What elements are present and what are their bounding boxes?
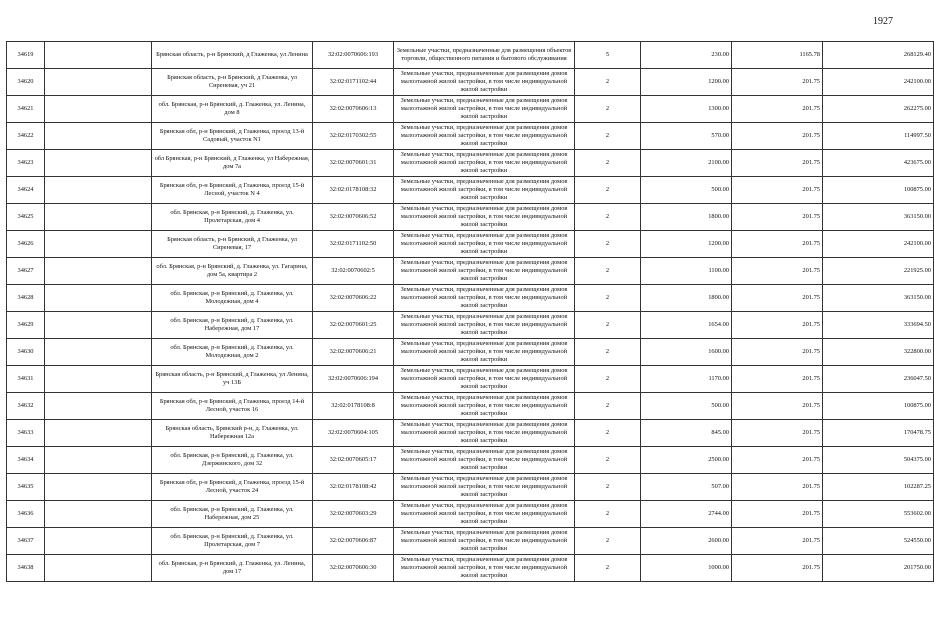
specific-value-cell: 201.75: [732, 231, 823, 258]
cadastral-value-cell: 524550.00: [823, 528, 934, 555]
area-cell: 1600.00: [641, 339, 732, 366]
land-use-cell: Земельные участки, предназначенные для размещения домов малоэтажной жилой застройки, в том числе индивидуальной жилой застройки: [394, 474, 575, 501]
address-cell: Брянская обл, р-н Брянский, д Глаженка, проезд 15-й Лесной, участок 24: [152, 474, 313, 501]
cadastral-number-cell: 32:02:0170302:55: [313, 123, 394, 150]
use-group-cell: 2: [575, 366, 641, 393]
table-row: [7, 204, 934, 231]
cadastral-value-cell: 170478.75: [823, 420, 934, 447]
use-group-cell: 2: [575, 258, 641, 285]
area-cell: 1000.00: [641, 555, 732, 582]
address-cell: Брянская область, р-н Брянский, д Глаженка, ул Ленина: [152, 42, 313, 69]
area-cell: 230.00: [641, 42, 732, 69]
cadastral-number-cell: 32:02:0070606:52: [313, 204, 394, 231]
table-row: [7, 285, 934, 312]
address-cell: обл. Брянская, р-н Брянский, д. Глаженка, ул. Дзержинского, дом 32: [152, 447, 313, 474]
land-use-cell: Земельные участки, предназначенные для размещения домов малоэтажной жилой застройки, в том числе индивидуальной жилой застройки: [394, 555, 575, 582]
specific-value-cell: 201.75: [732, 96, 823, 123]
use-group-cell: 2: [575, 231, 641, 258]
row-number-cell: 34619: [7, 42, 45, 69]
table-row: [7, 42, 934, 69]
row-number-cell: 34624: [7, 177, 45, 204]
cadastral-number-cell: 32:02:0070603:29: [313, 501, 394, 528]
row-number-cell: 34638: [7, 555, 45, 582]
cadastral-number-cell: 32:02:0070606:22: [313, 285, 394, 312]
area-cell: 507.00: [641, 474, 732, 501]
use-group-cell: 2: [575, 447, 641, 474]
cadastral-value-cell: 504375.00: [823, 447, 934, 474]
cadastral-number-cell: 32:02:0070606:21: [313, 339, 394, 366]
cadastral-number-cell: 32:02:0070602:5: [313, 258, 394, 285]
area-cell: 2100.00: [641, 150, 732, 177]
row-number-cell: 34629: [7, 312, 45, 339]
area-cell: 845.00: [641, 420, 732, 447]
cadastral-value-cell: 100875.00: [823, 393, 934, 420]
cadastral-number-cell: 32:02:0070605:17: [313, 447, 394, 474]
cadastral-value-cell: 553602.00: [823, 501, 934, 528]
address-cell: обл Брянская, р-н Брянский, д Глаженка, ул Набережная, дом 7а: [152, 150, 313, 177]
area-cell: 2600.00: [641, 528, 732, 555]
cadastral-number-cell: 32:02:0070601:31: [313, 150, 394, 177]
address-cell: обл. Брянская, р-н Брянский, д. Глаженка, ул. Пролетарская, дом 4: [152, 204, 313, 231]
use-group-cell: 2: [575, 285, 641, 312]
address-cell: обл. Брянская, р-н Брянский, д. Глаженка, ул. Гагарина, дом 5а, квартира 2: [152, 258, 313, 285]
row-number-cell: 34623: [7, 150, 45, 177]
cadastral-number-cell: 32:02:0070606:194: [313, 366, 394, 393]
table-row: [7, 177, 934, 204]
use-group-cell: 2: [575, 474, 641, 501]
use-group-cell: 2: [575, 177, 641, 204]
specific-value-cell: 201.75: [732, 150, 823, 177]
address-cell: обл. Брянская, р-н Брянский, д. Глаженка, ул. Ленина, дом 8: [152, 96, 313, 123]
specific-value-cell: 201.75: [732, 528, 823, 555]
cadastral-value-cell: 242100.00: [823, 231, 934, 258]
specific-value-cell: 201.75: [732, 204, 823, 231]
row-number-cell: 34626: [7, 231, 45, 258]
empty-cell: [45, 393, 152, 420]
land-use-cell: Земельные участки, предназначенные для размещения домов малоэтажной жилой застройки, в том числе индивидуальной жилой застройки: [394, 501, 575, 528]
use-group-cell: 2: [575, 555, 641, 582]
cadastral-number-cell: 32:02:0070606:13: [313, 96, 394, 123]
empty-cell: [45, 123, 152, 150]
land-use-cell: Земельные участки, предназначенные для размещения домов малоэтажной жилой застройки, в том числе индивидуальной жилой застройки: [394, 150, 575, 177]
cadastral-value-cell: 100875.00: [823, 177, 934, 204]
address-cell: Брянская область, Брянский р-н, д. Глаженка, ул. Набережная 12а: [152, 420, 313, 447]
specific-value-cell: 201.75: [732, 366, 823, 393]
table-body: [7, 42, 934, 582]
cadastral-value-cell: 262275.00: [823, 96, 934, 123]
cadastral-value-cell: 102287.25: [823, 474, 934, 501]
specific-value-cell: 201.75: [732, 177, 823, 204]
empty-cell: [45, 96, 152, 123]
empty-cell: [45, 474, 152, 501]
row-number-cell: 34627: [7, 258, 45, 285]
use-group-cell: 5: [575, 42, 641, 69]
cadastral-value-cell: 363150.00: [823, 285, 934, 312]
row-number-cell: 34622: [7, 123, 45, 150]
cadastral-number-cell: 32:02:0070604:105: [313, 420, 394, 447]
row-number-cell: 34621: [7, 96, 45, 123]
cadastral-value-cell: 221925.00: [823, 258, 934, 285]
table-row: [7, 96, 934, 123]
address-cell: обл. Брянская, р-н Брянский, д. Глаженка, ул. Пролетарская, дом 7: [152, 528, 313, 555]
empty-cell: [45, 339, 152, 366]
land-use-cell: Земельные участки, предназначенные для размещения домов малоэтажной жилой застройки, в том числе индивидуальной жилой застройки: [394, 96, 575, 123]
use-group-cell: 2: [575, 204, 641, 231]
cadastral-value-cell: 114997.50: [823, 123, 934, 150]
specific-value-cell: 201.75: [732, 474, 823, 501]
row-number-cell: 34634: [7, 447, 45, 474]
row-number-cell: 34625: [7, 204, 45, 231]
use-group-cell: 2: [575, 69, 641, 96]
cadastral-value-cell: 201750.00: [823, 555, 934, 582]
use-group-cell: 2: [575, 312, 641, 339]
row-number-cell: 34628: [7, 285, 45, 312]
empty-cell: [45, 231, 152, 258]
table-row: [7, 501, 934, 528]
specific-value-cell: 201.75: [732, 312, 823, 339]
use-group-cell: 2: [575, 393, 641, 420]
empty-cell: [45, 42, 152, 69]
address-cell: Брянская обл, р-н Брянский, д Глаженка, проезд 15-й Лесной, участок N 4: [152, 177, 313, 204]
table-row: [7, 366, 934, 393]
page-number: 1927: [873, 16, 893, 27]
use-group-cell: 2: [575, 420, 641, 447]
empty-cell: [45, 258, 152, 285]
land-use-cell: Земельные участки, предназначенные для размещения домов малоэтажной жилой застройки, в том числе индивидуальной жилой застройки: [394, 204, 575, 231]
table-row: [7, 231, 934, 258]
cadastral-value-cell: 242100.00: [823, 69, 934, 96]
specific-value-cell: 201.75: [732, 339, 823, 366]
table-row: [7, 69, 934, 96]
table-row: [7, 474, 934, 501]
row-number-cell: 34636: [7, 501, 45, 528]
use-group-cell: 2: [575, 501, 641, 528]
cadastral-number-cell: 32:02:0178108:8: [313, 393, 394, 420]
area-cell: 1800.00: [641, 204, 732, 231]
cadastral-value-cell: 236047.50: [823, 366, 934, 393]
land-use-cell: Земельные участки, предназначенные для размещения объектов торговли, общественного питания и бытового обслуживания: [394, 42, 575, 69]
row-number-cell: 34620: [7, 69, 45, 96]
cadastral-value-cell: 268129.40: [823, 42, 934, 69]
address-cell: обл. Брянская, р-н Брянский, д. Глаженка, ул. Ленина, дом 17: [152, 555, 313, 582]
table-row: [7, 123, 934, 150]
area-cell: 1100.00: [641, 258, 732, 285]
table-row: [7, 393, 934, 420]
cadastral-number-cell: 32:02:0070606:193: [313, 42, 394, 69]
land-use-cell: Земельные участки, предназначенные для размещения домов малоэтажной жилой застройки, в том числе индивидуальной жилой застройки: [394, 447, 575, 474]
empty-cell: [45, 420, 152, 447]
land-use-cell: Земельные участки, предназначенные для размещения домов малоэтажной жилой застройки, в том числе индивидуальной жилой застройки: [394, 231, 575, 258]
land-use-cell: Земельные участки, предназначенные для размещения домов малоэтажной жилой застройки, в том числе индивидуальной жилой застройки: [394, 123, 575, 150]
cadastral-number-cell: 32:02:0070601:25: [313, 312, 394, 339]
empty-cell: [45, 69, 152, 96]
area-cell: 1200.00: [641, 231, 732, 258]
area-cell: 1800.00: [641, 285, 732, 312]
address-cell: обл. Брянская, р-н Брянский, д. Глаженка, ул. Молодежная, дом 2: [152, 339, 313, 366]
table-row: [7, 555, 934, 582]
area-cell: 500.00: [641, 177, 732, 204]
address-cell: обл. Брянская, р-н Брянский, д. Глаженка, ул. Набережная, дом 25: [152, 501, 313, 528]
empty-cell: [45, 285, 152, 312]
address-cell: Брянская обл, р-н Брянский, д Глаженка, проезд 14-й Лесной, участок 16: [152, 393, 313, 420]
area-cell: 500.00: [641, 393, 732, 420]
table-row: [7, 528, 934, 555]
empty-cell: [45, 555, 152, 582]
row-number-cell: 34631: [7, 366, 45, 393]
table-row: [7, 150, 934, 177]
table-row: [7, 312, 934, 339]
use-group-cell: 2: [575, 339, 641, 366]
row-number-cell: 34633: [7, 420, 45, 447]
land-use-cell: Земельные участки, предназначенные для размещения домов малоэтажной жилой застройки, в том числе индивидуальной жилой застройки: [394, 177, 575, 204]
cadastral-value-cell: 333694.50: [823, 312, 934, 339]
area-cell: 1654.00: [641, 312, 732, 339]
specific-value-cell: 201.75: [732, 123, 823, 150]
land-use-cell: Земельные участки, предназначенные для размещения домов малоэтажной жилой застройки, в том числе индивидуальной жилой застройки: [394, 339, 575, 366]
cadastral-number-cell: 32:02:0070606:30: [313, 555, 394, 582]
row-number-cell: 34635: [7, 474, 45, 501]
row-number-cell: 34637: [7, 528, 45, 555]
table-row: [7, 258, 934, 285]
use-group-cell: 2: [575, 123, 641, 150]
cadastral-number-cell: 32:02:0178108:42: [313, 474, 394, 501]
address-cell: обл. Брянская, р-н Брянский, д. Глаженка, ул. Набережная, дом 17: [152, 312, 313, 339]
specific-value-cell: 201.75: [732, 501, 823, 528]
land-use-cell: Земельные участки, предназначенные для размещения домов малоэтажной жилой застройки, в том числе индивидуальной жилой застройки: [394, 69, 575, 96]
row-number-cell: 34632: [7, 393, 45, 420]
empty-cell: [45, 204, 152, 231]
specific-value-cell: 201.75: [732, 285, 823, 312]
empty-cell: [45, 177, 152, 204]
empty-cell: [45, 150, 152, 177]
area-cell: 1200.00: [641, 69, 732, 96]
cadastral-number-cell: 32:02:0070606:87: [313, 528, 394, 555]
cadastral-value-cell: 322800.00: [823, 339, 934, 366]
address-cell: Брянская область, р-н Брянский, д Глаженка, ул Сиреневая, 17: [152, 231, 313, 258]
cadastral-number-cell: 32:02:0171102:44: [313, 69, 394, 96]
address-cell: Брянская область, р-н Брянский, д Глаженка, ул Сиреневая, уч 21: [152, 69, 313, 96]
land-use-cell: Земельные участки, предназначенные для размещения домов малоэтажной жилой застройки, в том числе индивидуальной жилой застройки: [394, 285, 575, 312]
area-cell: 570.00: [641, 123, 732, 150]
empty-cell: [45, 366, 152, 393]
empty-cell: [45, 447, 152, 474]
address-cell: Брянская область, р-н Брянский, д Глаженка, ул Ленина, уч 13Б: [152, 366, 313, 393]
cadastral-value-cell: 363150.00: [823, 204, 934, 231]
empty-cell: [45, 312, 152, 339]
address-cell: обл. Брянская, р-н Брянский, д. Глаженка, ул. Молодежная, дом 4: [152, 285, 313, 312]
land-use-cell: Земельные участки, предназначенные для размещения домов малоэтажной жилой застройки, в том числе индивидуальной жилой застройки: [394, 420, 575, 447]
empty-cell: [45, 501, 152, 528]
table-row: [7, 420, 934, 447]
address-cell: Брянская обл, р-н Брянский, д Глаженка, проезд 13-й Садовый, участок N1: [152, 123, 313, 150]
use-group-cell: 2: [575, 150, 641, 177]
use-group-cell: 2: [575, 528, 641, 555]
table-row: [7, 447, 934, 474]
cadastral-number-cell: 32:02:0178108:32: [313, 177, 394, 204]
specific-value-cell: 1165.78: [732, 42, 823, 69]
land-use-cell: Земельные участки, предназначенные для размещения домов малоэтажной жилой застройки, в том числе индивидуальной жилой застройки: [394, 258, 575, 285]
specific-value-cell: 201.75: [732, 420, 823, 447]
land-use-cell: Земельные участки, предназначенные для размещения домов малоэтажной жилой застройки, в том числе индивидуальной жилой застройки: [394, 528, 575, 555]
table-row: [7, 339, 934, 366]
specific-value-cell: 201.75: [732, 258, 823, 285]
specific-value-cell: 201.75: [732, 393, 823, 420]
use-group-cell: 2: [575, 96, 641, 123]
cadastral-value-cell: 423675.00: [823, 150, 934, 177]
land-use-cell: Земельные участки, предназначенные для размещения домов малоэтажной жилой застройки, в том числе индивидуальной жилой застройки: [394, 312, 575, 339]
area-cell: 2500.00: [641, 447, 732, 474]
area-cell: 2744.00: [641, 501, 732, 528]
empty-cell: [45, 528, 152, 555]
area-cell: 1300.00: [641, 96, 732, 123]
land-use-cell: Земельные участки, предназначенные для размещения домов малоэтажной жилой застройки, в том числе индивидуальной жилой застройки: [394, 393, 575, 420]
area-cell: 1170.00: [641, 366, 732, 393]
cadastral-value-table: [6, 41, 934, 582]
specific-value-cell: 201.75: [732, 69, 823, 96]
specific-value-cell: 201.75: [732, 447, 823, 474]
specific-value-cell: 201.75: [732, 555, 823, 582]
row-number-cell: 34630: [7, 339, 45, 366]
land-use-cell: Земельные участки, предназначенные для размещения домов малоэтажной жилой застройки, в том числе индивидуальной жилой застройки: [394, 366, 575, 393]
cadastral-number-cell: 32:02:0171102:50: [313, 231, 394, 258]
